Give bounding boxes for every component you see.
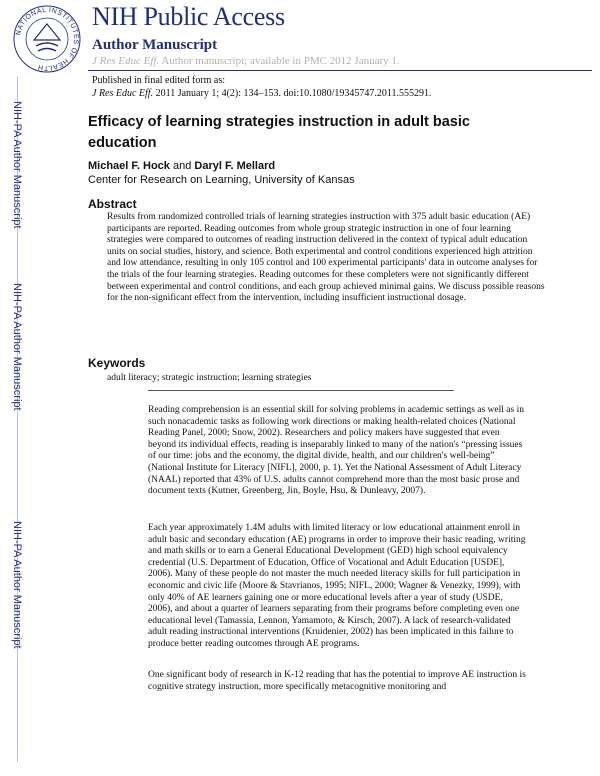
published-label: Published in final edited form as: (92, 75, 226, 86)
journal-abbrev: J Res Educ Eff. (92, 55, 160, 67)
availability-text: Author manuscript; available in PMC 2012 January 1. (159, 55, 400, 67)
abstract-heading: Abstract (88, 197, 137, 211)
author-name: Michael F. Hock (88, 160, 170, 172)
manuscript-subtitle: Author Manuscript (92, 37, 218, 53)
author-conjunction: and (169, 160, 195, 172)
abstract-text: Results from randomized controlled trials of learning strategies instruction with 375 adult basic education (AE) participants are reported. Reading outcomes from whole group strategic instruction in one of four learning strategies were compared to outcomes of reading instruction delivered in the context of typical adult education units on social studies, history, and science. Both experimental and control conditions experienced high attrition and low attendance, resulting in only 105 control and 100 experimental participants' data in outcome analyses for the trials of the four learning strategies. Reading outcomes for these completers were not significantly different between experimental and control conditions, and each group achieved minimal gains. We discuss possible reasons for the non-significant effect from the intervention, including insufficient instructional dosage. (107, 212, 545, 304)
svg-text:NATIONAL INSTITUTES OF HEALTH: NATIONAL INSTITUTES OF HEALTH (15, 6, 80, 72)
availability-line (92, 55, 400, 67)
keywords-text: adult literacy; strategic instruction; learning strategies (107, 373, 312, 383)
paper-title: Efficacy of learning strategies instruction in adult basic education (88, 114, 470, 151)
header-divider (88, 70, 592, 71)
body-paragraph: Each year approximately 1.4M adults with limited literacy or low educational attainment enroll in adult basic and secondary education (AE) programs in order to improve their basic reading, writing and math skills or to earn a General Educational Development (GED) high school equivalency credential (U.S. Department of Education, Office of Vocational and Adult Education [USDE], 2006). Many of these people do not master the much needed literacy skills for full participation in economic and civic life (Moore & Stavrianos, 1995; NIFL, 2000; Wagner & Venezky, 1999), with only 40% of AE learners gaining one or more educational levels after a year of study (USDE, 2006), and about a quarter of learners separating from their programs before completing even one educational level (Tamassia, Lennon, Yamamoto, & Kirsch, 2007). A lack of research-validated adult reading instructional interventions (Kruidenier, 2002) has been implicated in this failure to produce better reading outcomes through AE programs. (148, 523, 526, 649)
body-paragraph: Reading comprehension is an essential skill for solving problems in academic settings as well as in such nonacademic tasks as following work directions or making health-related choices (National Reading Panel, 2000; Snow, 2002). Researchers and policy makers have suggested that even beyond its individual effects, reading is inseparably linked to many of the nation's “pressing issues of our time: jobs and the economy, the digital divide, health, and our children's well-being” (National Institute for Literacy [NIFL], 2000, p. 1). Yet the National Assessment of Adult Literacy (NAAL) reported that 43% of U.S. adults cannot comprehend more than the most basic prose and document texts (Kutner, Greenberg, Jin, Boyle, Hsu, & Dunleavy, 2007). (148, 405, 524, 497)
body-paragraph: One significant body of research in K-12 reading that has the potential to improve AE instruction is cognitive strategy instruction, more specifically metacognitive monitoring and (148, 670, 526, 692)
sidebar-label: NIH-PA Author Manuscript (11, 283, 23, 411)
author-name: Daryl F. Mellard (194, 160, 276, 172)
citation-journal: J Res Educ Eff. (92, 88, 154, 99)
sidebar-label: NIH-PA Author Manuscript (11, 101, 23, 229)
citation-line (92, 88, 432, 99)
affiliation: Center for Research on Learning, University of Kansas (88, 174, 355, 186)
brand-title: NIH Public Access (92, 2, 285, 31)
citation-details: 2011 January 1; 4(2): 134–153. doi:10.1080/19345747.2011.555291. (153, 88, 432, 99)
nih-logo (10, 2, 84, 76)
body-divider (148, 390, 454, 391)
author-list (88, 160, 275, 172)
keywords-heading: Keywords (88, 356, 146, 370)
sidebar-label: NIH-PA Author Manuscript (11, 521, 23, 649)
